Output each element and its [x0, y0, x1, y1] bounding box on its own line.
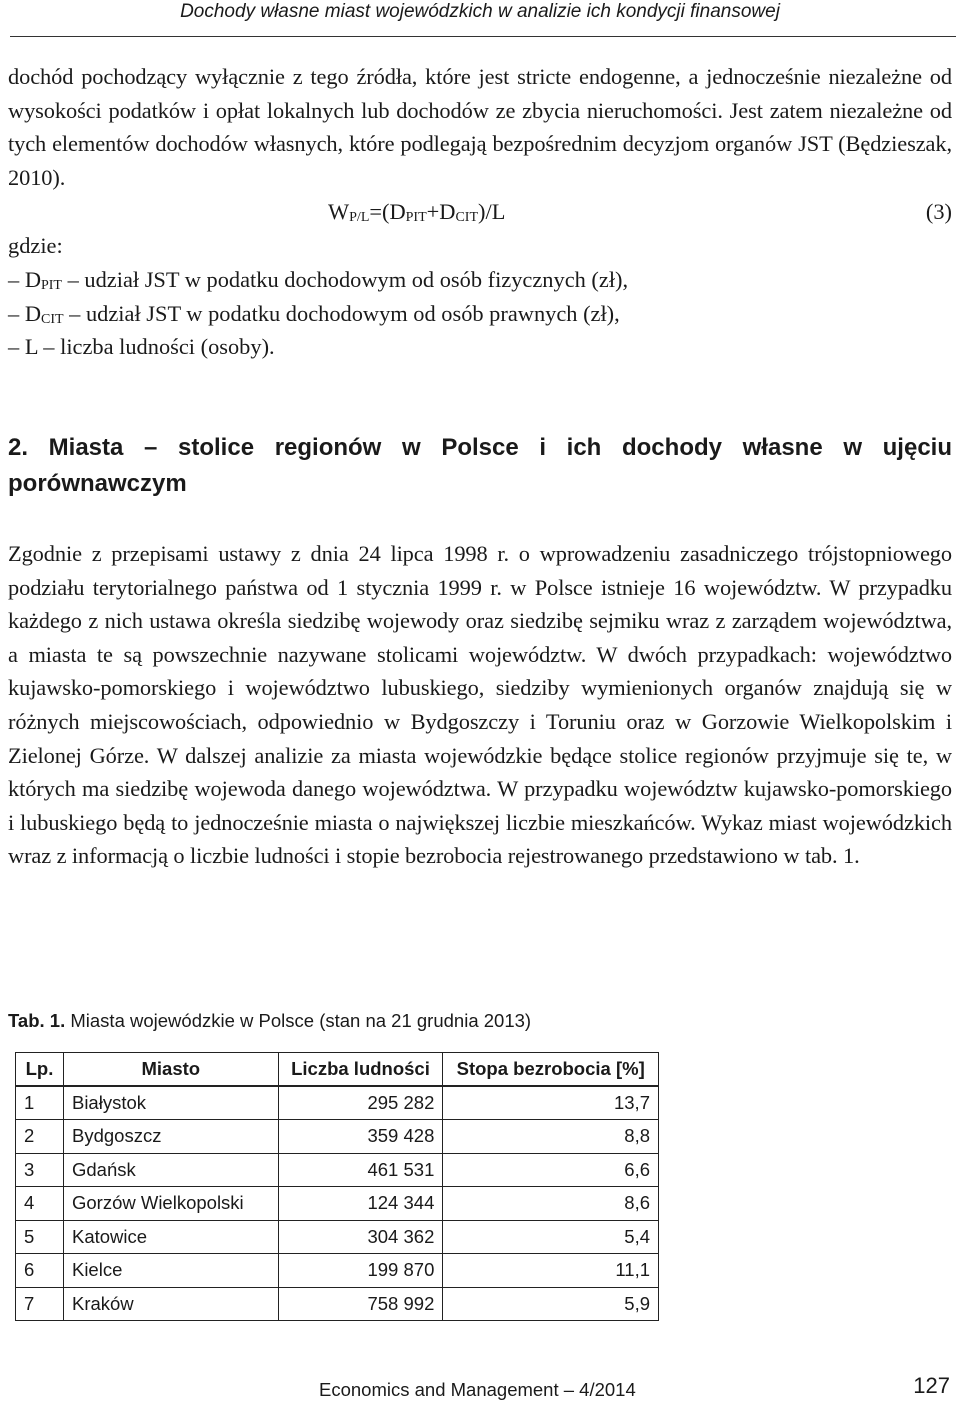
definition-item — [8, 330, 952, 364]
definition-dash: – — [8, 334, 20, 360]
table-caption — [8, 1008, 531, 1034]
table-row — [16, 1187, 659, 1221]
cell-city: Kraków — [63, 1287, 278, 1321]
table-row — [16, 1120, 659, 1154]
where-label: gdzie: — [8, 233, 63, 258]
table-row — [16, 1254, 659, 1288]
formula-cit-sub: CIT — [455, 210, 479, 225]
cell-city: Gdańsk — [63, 1153, 278, 1187]
definition-symbol-sub: PIT — [40, 278, 62, 293]
journal-name: Economics and Management – 4/2014 — [319, 1379, 636, 1400]
cell-unemployment: 8,6 — [443, 1187, 659, 1221]
cell-unemployment: 5,4 — [443, 1220, 659, 1254]
definition-item — [8, 297, 952, 331]
section-heading: 2. Miasta – stolice regionów w Polsce i ich dochody własne w ujęciu porównawczym — [8, 434, 952, 497]
definition-separator: – — [43, 334, 55, 360]
table-row — [16, 1287, 659, 1321]
definition-separator: – — [67, 267, 79, 292]
definition-symbol: L — [24, 334, 38, 360]
column-header-unemployment: Stopa bezrobocia [%] — [443, 1053, 659, 1087]
equation-number: (3) — [925, 199, 952, 224]
formula-line — [8, 195, 952, 229]
cell-lp: 3 — [16, 1153, 64, 1187]
cell-lp: 6 — [16, 1254, 64, 1288]
cell-population: 304 362 — [278, 1220, 443, 1254]
formula-plus: +D — [426, 199, 456, 224]
cell-lp: 2 — [16, 1120, 64, 1154]
definition-separator: – — [69, 300, 81, 326]
column-header-population: Liczba ludności — [278, 1053, 443, 1087]
cell-unemployment: 11,1 — [443, 1254, 659, 1288]
cell-population: 199 870 — [278, 1254, 443, 1288]
formula-close: )/L — [478, 199, 506, 224]
definition-text: udział JST w podatku dochodowym od osób prawnych (zł), — [85, 300, 620, 326]
column-header-lp: Lp. — [16, 1053, 64, 1087]
intro-paragraph — [8, 60, 952, 194]
table-row — [16, 1153, 659, 1187]
column-header-city: Miasto — [63, 1053, 278, 1087]
intro-paragraph-text: dochód pochodzący wyłącznie z tego źródła, które jest stricte endogenne, a jednocześnie niezależne od wysokości podatków i opłat lokalnych lub dochodów ze zbycia nieruchomości. Jest zatem niezależne od tych elementów dochodów własnych, które podlegają bezpośrednim decyzjom organów JST (Będzieszak, 2010). — [8, 64, 952, 190]
running-head-rule — [10, 36, 956, 37]
cell-population: 359 428 — [278, 1120, 443, 1154]
definition-symbol-sub: CIT — [40, 311, 64, 327]
cell-city: Bydgoszcz — [63, 1120, 278, 1154]
cell-population: 758 992 — [278, 1287, 443, 1321]
definition-symbol: D — [24, 300, 41, 326]
page-number: 127 — [913, 1373, 950, 1398]
cell-unemployment: 8,8 — [443, 1120, 659, 1154]
definition-item — [8, 263, 952, 297]
definition-dash: – — [8, 300, 20, 326]
body-paragraph — [8, 537, 952, 873]
cell-unemployment: 6,6 — [443, 1153, 659, 1187]
cell-city: Gorzów Wielkopolski — [63, 1187, 278, 1221]
formula — [328, 195, 505, 235]
cell-city: Kielce — [63, 1254, 278, 1288]
cities-table — [15, 1052, 659, 1321]
definition-symbol: D — [24, 267, 41, 292]
table-row — [16, 1086, 659, 1120]
definition-dash: – — [8, 267, 20, 292]
cell-lp: 4 — [16, 1187, 64, 1221]
table-row — [16, 1220, 659, 1254]
cell-city: Białystok — [63, 1086, 278, 1120]
cell-city: Katowice — [63, 1220, 278, 1254]
table-caption-label: Tab. 1. — [8, 1010, 66, 1031]
definition-list — [8, 263, 952, 364]
formula-w: W — [328, 199, 350, 224]
page-footer — [0, 1373, 960, 1403]
cell-lp: 7 — [16, 1287, 64, 1321]
cell-unemployment: 13,7 — [443, 1086, 659, 1120]
cell-population: 461 531 — [278, 1153, 443, 1187]
formula-w-sub: P/L — [349, 210, 370, 225]
formula-pit-sub: PIT — [405, 210, 427, 225]
formula-eq-open: =(D — [369, 199, 406, 224]
running-head: Dochody własne miast wojewódzkich w analizie ich kondycji finansowej — [180, 1, 780, 22]
body-paragraph-text: Zgodnie z przepisami ustawy z dnia 24 lipca 1998 r. o wprowadzeniu zasadniczego trójstopniowego podziału terytorialnego państwa od 1 stycznia 1999 r. w Polsce istnieje 16 województw. W przypadku każdego z nich ustawa określa siedzibę wojewody oraz siedzibę sejmiku wraz z zarządem województwa, a miasta te są powszechnie nazywane stolicami województw. W dwóch przypadkach: województwo kujawsko-pomorskiego i województwo lubuskiego, siedziby wymienionych organów znajdują się w różnych miejscowościach, odpowiednio w Bydgoszczy i Toruniu oraz w Gorzowie Wielkopolskim i Zielonej Górze. W dalszej analizie za miasta wojewódzkie będące stolice regionów przyjmuje się te, w których ma siedzibę wojewoda danego województwa. W przypadku województw kujawsko-pomorskiego i lubuskiego będą to jednocześnie miasta o największej liczbie mieszkańców. Wykaz miast wojewódzkich wraz z informacją o liczbie ludności i stopie bezrobocia rejestrowanego przedstawiono w tab. 1. — [8, 541, 952, 869]
table-caption-text: Miasta wojewódzkie w Polsce (stan na 21 grudnia 2013) — [70, 1010, 532, 1031]
cell-population: 124 344 — [278, 1187, 443, 1221]
definition-text: liczba ludności (osoby). — [60, 334, 275, 360]
cell-unemployment: 5,9 — [443, 1287, 659, 1321]
table-header-row — [16, 1053, 659, 1087]
cell-population: 295 282 — [278, 1086, 443, 1120]
cell-lp: 1 — [16, 1086, 64, 1120]
definition-text: udział JST w podatku dochodowym od osób fizycznych (zł), — [84, 267, 629, 292]
cell-lp: 5 — [16, 1220, 64, 1254]
